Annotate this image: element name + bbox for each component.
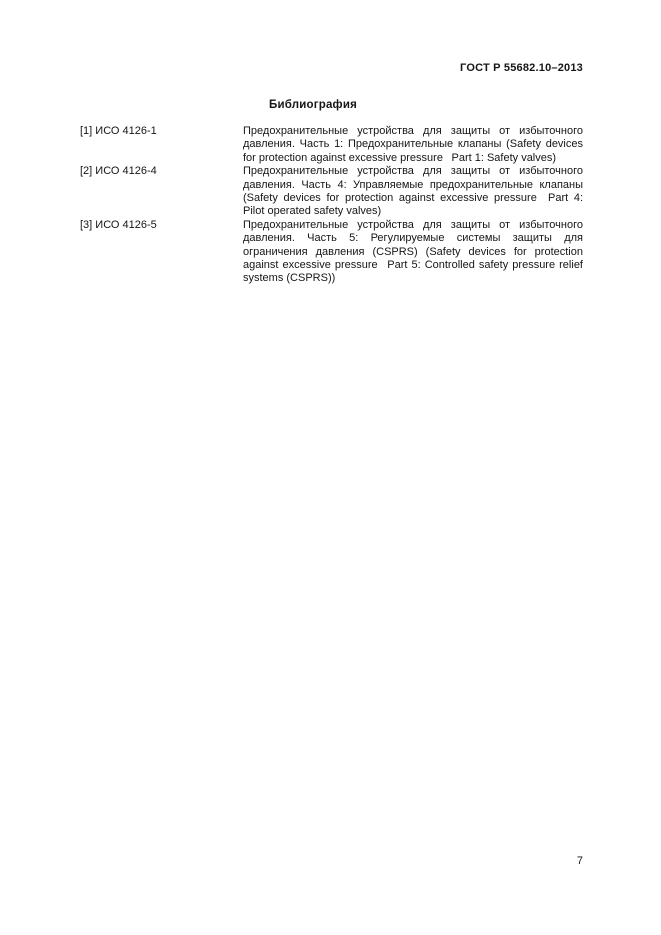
entry-description: Предохранительные устройства для защиты от избыточного давления. Часть 5: Регулируемые системы защиты для ограничения давления (CSPRS) (Safety devices for protection against excessive pressure Part 5: Controlled safety pressure relief systems (CSPRS)) bbox=[243, 218, 583, 285]
entry-description: Предохранительные устройства для защиты от избыточного давления. Часть 4: Управляемые предохранительные клапаны (Safety devices for protection against excessive pressure Part 4: Pilot operated safety valves) bbox=[243, 165, 583, 218]
bibliography-entry bbox=[80, 219, 583, 286]
page-title: Библиография bbox=[269, 99, 358, 111]
bibliography-entry bbox=[80, 165, 583, 219]
document-header: ГОСТ Р 55682.10–2013 bbox=[460, 62, 583, 74]
bibliography-entry bbox=[80, 125, 583, 165]
entry-ref: [2] ИСО 4126-4 bbox=[80, 165, 157, 178]
entry-ref: [3] ИСО 4126-5 bbox=[80, 218, 157, 231]
entry-description: Предохранительные устройства для защиты от избыточного давления. Часть 1: Предохранительные клапаны (Safety devices for protection against excessive pressure Part 1: Safety valves) bbox=[243, 125, 583, 164]
bibliography-section bbox=[80, 125, 583, 286]
entry-ref: [1] ИСО 4126-1 bbox=[80, 125, 157, 137]
page-number: 7 bbox=[576, 855, 583, 867]
